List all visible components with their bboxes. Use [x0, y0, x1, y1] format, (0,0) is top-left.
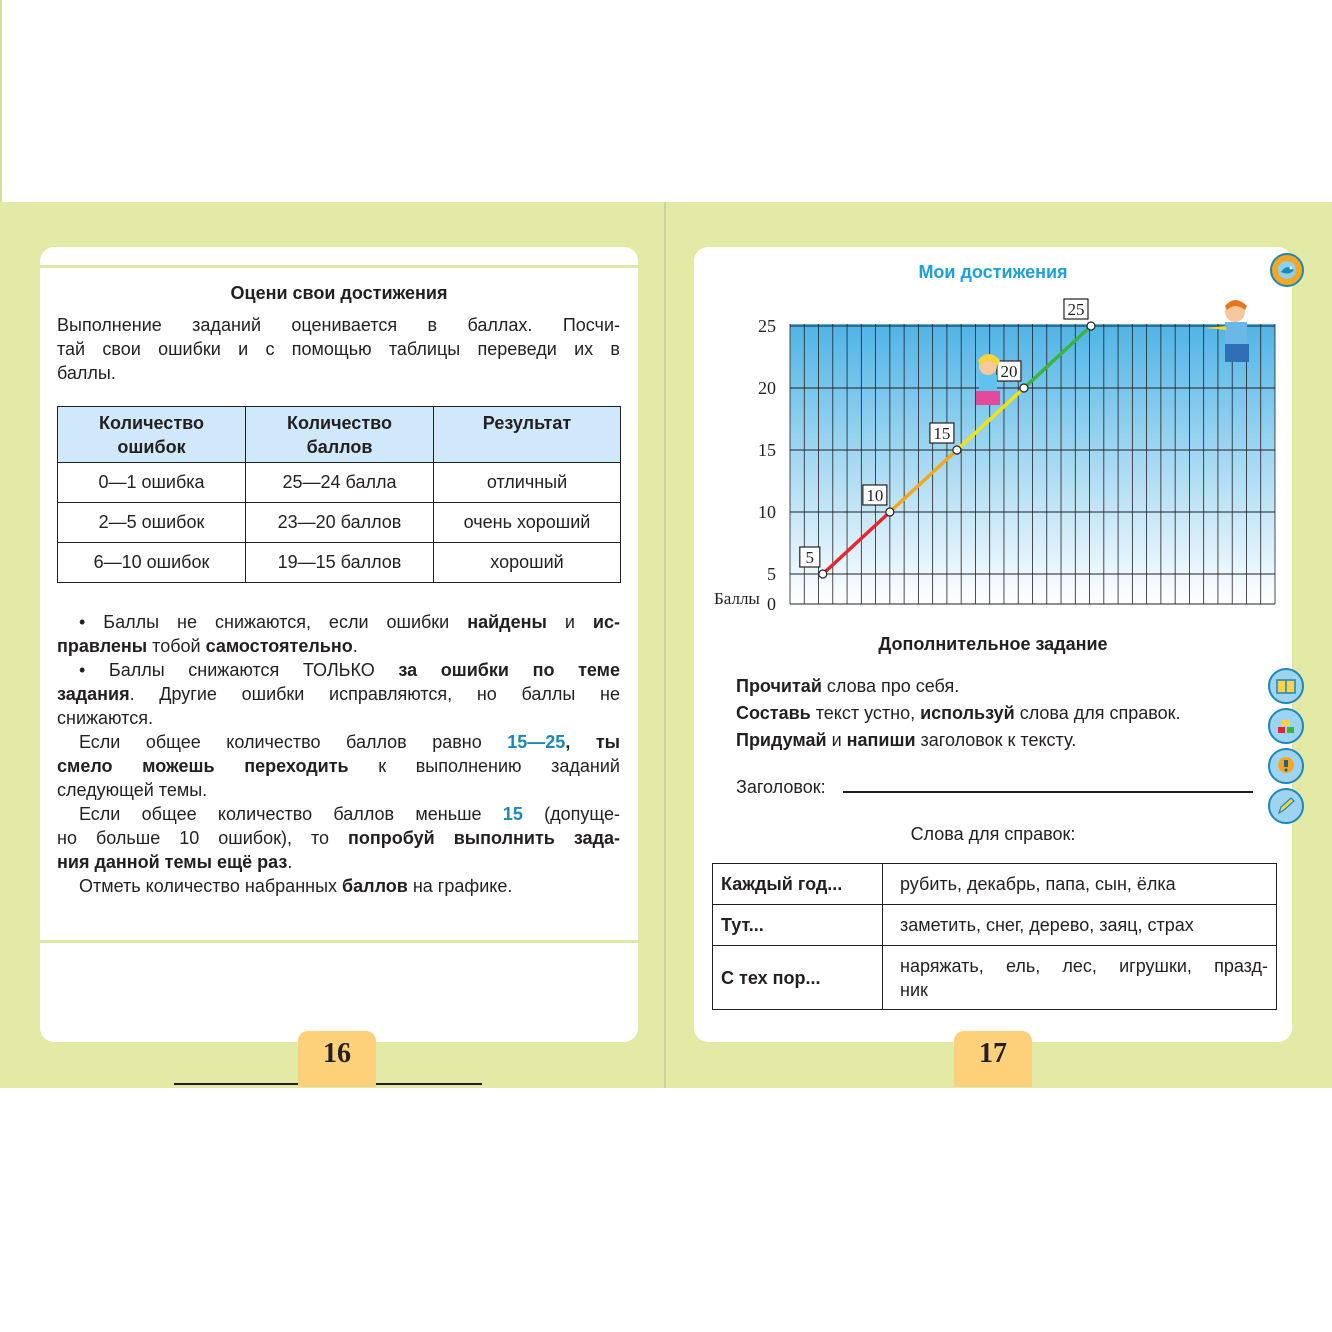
- table-cell: 19—15 баллов: [246, 543, 434, 583]
- table-cell: 23—20 баллов: [246, 503, 434, 543]
- y-tick-label: 5: [767, 564, 776, 584]
- instruction-1: Прочитай слова про себя.: [736, 676, 960, 696]
- table-cell: 2—5 ошибок: [58, 503, 246, 543]
- table-row: [58, 543, 621, 583]
- y-tick-label: 20: [758, 378, 776, 398]
- table-row: [713, 864, 1277, 905]
- table-row: [713, 946, 1277, 1010]
- girl-illustration: [976, 354, 1000, 405]
- page-number-right: 17: [954, 1031, 1032, 1087]
- table-cell: Каждый год...: [713, 864, 883, 905]
- chart-point-label: 10: [866, 486, 884, 505]
- para-4-line-1: Если общее количество баллов меньше 15 (допуще-: [79, 804, 620, 824]
- col-header-points: Количество баллов: [246, 407, 434, 463]
- bullet-1-line-1: • Баллы не снижаются, если ошибки найдены и ис-: [79, 612, 620, 632]
- table-cell: С тех пор...: [713, 946, 883, 1010]
- bullet-2-line-3: снижаются.: [57, 708, 153, 728]
- y-tick-label: 25: [758, 316, 776, 336]
- intro-line-1: Выполнение заданий оценивается в баллах. Посчи-: [57, 315, 620, 335]
- y-tick-label: 0: [767, 594, 776, 614]
- table-row: [713, 905, 1277, 946]
- table-cell: 0—1 ошибка: [58, 463, 246, 503]
- para-3-line-3: следующей темы.: [57, 780, 208, 800]
- bullet-2-line-1: • Баллы снижаются ТОЛЬКО за ошибки по теме: [79, 660, 620, 680]
- para-5: Отметь количество набранных баллов на графике.: [79, 876, 513, 896]
- chart-point: [953, 446, 961, 454]
- table-cell: хороший: [434, 543, 621, 583]
- chart-point: [1020, 384, 1028, 392]
- chart-point-label: 25: [1067, 300, 1085, 319]
- achievements-chart: [700, 296, 1290, 616]
- page-number-left: 16: [298, 1031, 376, 1087]
- bullet-2-line-2: задания. Другие ошибки исправляются, но баллы не: [57, 684, 620, 704]
- para-3-line-2: смело можешь переходить к выполнению заданий: [57, 756, 620, 776]
- score-table-header: [58, 407, 621, 463]
- chart-point-label: 15: [933, 424, 951, 443]
- table-cell: 25—24 балла: [246, 463, 434, 503]
- chart-point: [819, 570, 827, 578]
- table-cell: заметить, снег, дерево, заяц, страх: [883, 905, 1277, 946]
- chart-point: [1087, 322, 1095, 330]
- para-3-line-1: Если общее количество баллов равно 15—25, ты: [79, 732, 620, 752]
- table-cell: [883, 946, 1277, 1010]
- extra-task-title: Дополнительное задание: [878, 634, 1108, 654]
- instruction-3: Придумай и напиши заголовок к тексту.: [736, 730, 1077, 750]
- page-edge: [0, 0, 2, 202]
- lightbulb-bubble-icon[interactable]: [1268, 748, 1304, 784]
- intro-line-3: баллы.: [57, 363, 116, 383]
- table-cell: рубить, декабрь, папа, сын, ёлка: [883, 864, 1277, 905]
- chart-point-label: 5: [805, 548, 815, 567]
- table-row: [58, 503, 621, 543]
- chart-point: [886, 508, 894, 516]
- achievements-title: Мои достижения: [918, 262, 1068, 282]
- bullet-1-line-2: правлены тобой самостоятельно.: [57, 636, 358, 656]
- table-cell: Тут...: [713, 905, 883, 946]
- score-table: [57, 406, 621, 583]
- table-cell: очень хороший: [434, 503, 621, 543]
- y-tick-label: 10: [758, 502, 776, 522]
- y-axis-label: Баллы: [714, 589, 760, 608]
- col-header-errors: Количество ошибок: [58, 407, 246, 463]
- table-cell: отличный: [434, 463, 621, 503]
- table-row: [58, 463, 621, 503]
- y-tick-label: 15: [758, 440, 776, 460]
- instruction-2: Составь текст устно, используй слова для справок.: [736, 703, 1181, 723]
- book-gutter: [664, 202, 666, 1088]
- words-label: Слова для справок:: [910, 824, 1076, 844]
- words-table: [712, 863, 1277, 1010]
- col-header-result: Результат: [434, 407, 621, 463]
- pencil-icon[interactable]: [1268, 788, 1304, 824]
- bottom-rule: [40, 940, 638, 943]
- top-rule: [40, 265, 638, 268]
- para-4-line-2: но больше 10 ошибок), то попробуй выполнить зада-: [57, 828, 620, 848]
- table-cell: 6—10 ошибок: [58, 543, 246, 583]
- chart-point-label: 20: [1000, 362, 1018, 381]
- para-4-line-3: ния данной темы ещё раз.: [57, 852, 293, 872]
- blocks-icon[interactable]: [1268, 708, 1304, 744]
- words-line-2: ник: [900, 979, 928, 1000]
- heading-label: Заголовок:: [736, 777, 826, 797]
- heading-input-line[interactable]: [843, 791, 1253, 793]
- words-line-1: наряжать, ель, лес, игрушки, празд-: [900, 955, 1268, 976]
- left-page-title: Оцени свои достижения: [230, 283, 448, 303]
- book-icon[interactable]: [1268, 668, 1304, 704]
- intro-line-2: тай свои ошибки и с помощью таблицы переведи их в: [57, 339, 620, 359]
